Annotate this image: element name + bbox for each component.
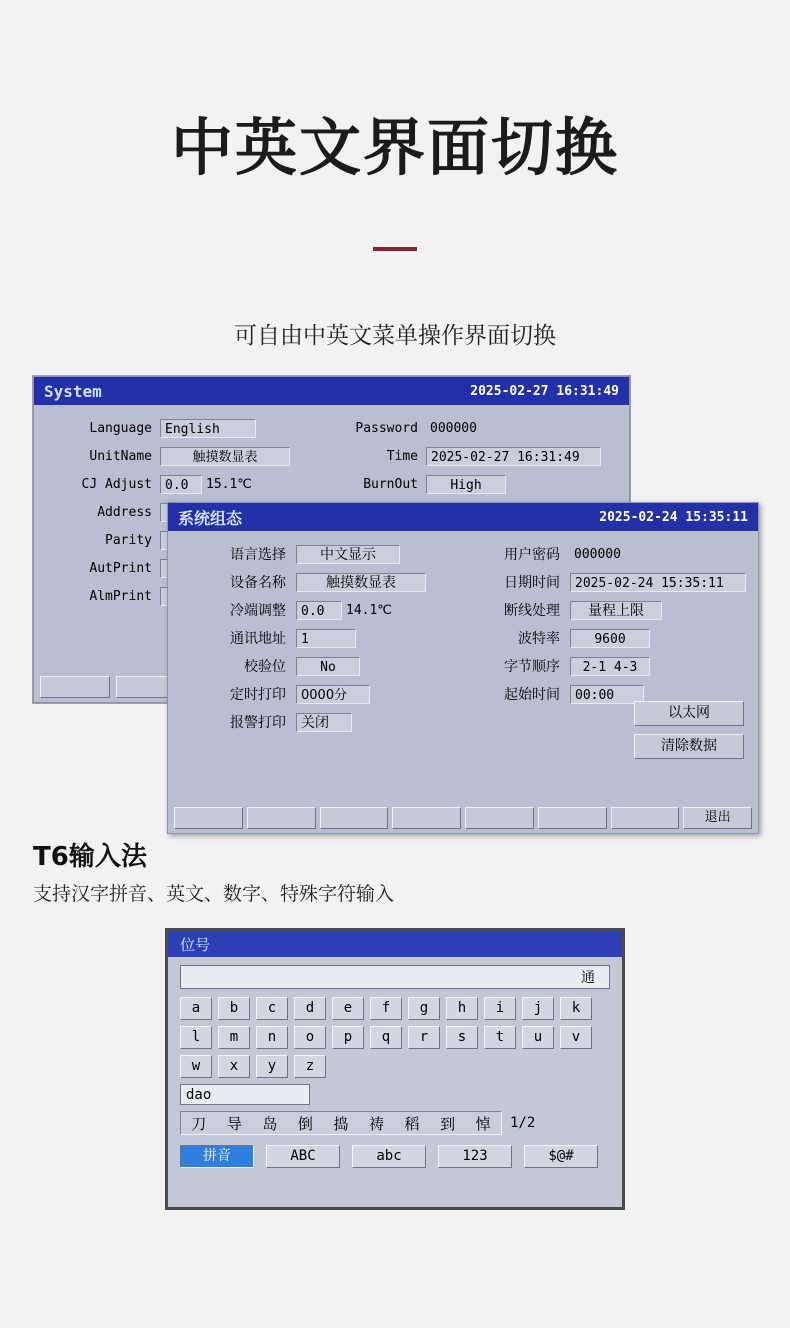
t6-section-desc: 支持汉字拼音、英文、数字、特殊字符输入 — [33, 883, 395, 905]
field-label: 通讯地址 — [230, 631, 286, 647]
candidate-row — [180, 1111, 610, 1135]
field-label: 设备名称 — [230, 575, 286, 591]
keyboard-window-title: 位号 — [180, 935, 211, 954]
exit-button[interactable]: 退出 — [683, 807, 752, 829]
candidate-item[interactable]: 祷 — [369, 1114, 385, 1133]
candidate-item[interactable]: 倒 — [297, 1114, 313, 1133]
form-row — [168, 569, 758, 595]
candidate-item[interactable]: 捣 — [333, 1114, 349, 1133]
key-h[interactable]: h — [446, 997, 478, 1020]
key-l[interactable]: l — [180, 1026, 212, 1049]
key-o[interactable]: o — [294, 1026, 326, 1049]
field-label: 冷端调整 — [230, 603, 286, 619]
page-subtitle: 可自由中英文菜单操作界面切换 — [234, 323, 556, 349]
form-row — [168, 653, 758, 679]
field-label: AlmPrint — [89, 588, 152, 604]
user-password-field[interactable]: 000000 — [574, 546, 621, 562]
cold-end-reading: 14.1℃ — [346, 602, 392, 618]
mode-abc-upper[interactable]: ABC — [266, 1145, 340, 1168]
key-k[interactable]: k — [560, 997, 592, 1020]
clear-data-button[interactable]: 清除数据 — [634, 734, 744, 759]
field-label: 定时打印 — [230, 687, 286, 703]
field-label: Address — [97, 504, 152, 520]
candidate-item[interactable]: 到 — [440, 1114, 456, 1133]
english-window-datetime: 2025-02-27 16:31:49 — [470, 383, 619, 399]
chinese-bottom-toolbar — [168, 803, 758, 833]
form-row — [168, 597, 758, 623]
timed-print-field[interactable]: 0000分 — [296, 685, 370, 704]
key-b[interactable]: b — [218, 997, 250, 1020]
field-label: 日期时间 — [504, 575, 560, 591]
field-label: 字节顺序 — [504, 659, 560, 675]
form-row — [34, 471, 629, 497]
keyboard-window — [165, 928, 625, 1210]
keyboard-row-3 — [180, 1055, 610, 1078]
device-name-field[interactable]: 触摸数显表 — [296, 573, 426, 592]
key-d[interactable]: d — [294, 997, 326, 1020]
mode-symbols[interactable]: $@# — [524, 1145, 598, 1168]
field-label: 断线处理 — [504, 603, 560, 619]
field-label: Time — [386, 448, 418, 464]
start-time-field[interactable]: 00:00 — [570, 685, 644, 704]
keyboard-window-titlebar — [168, 931, 622, 957]
field-label: 语言选择 — [230, 547, 286, 563]
chinese-window-title: 系统组态 — [178, 508, 243, 528]
pinyin-buffer[interactable]: dao — [180, 1084, 310, 1105]
candidate-item[interactable]: 刀 — [191, 1114, 207, 1133]
keyboard-body — [168, 957, 622, 1176]
key-a[interactable]: a — [180, 997, 212, 1020]
mode-abc-lower[interactable]: abc — [352, 1145, 426, 1168]
english-window-titlebar — [34, 377, 629, 405]
candidate-item[interactable]: 悼 — [475, 1114, 491, 1133]
toolbar-button-6[interactable] — [538, 807, 607, 829]
key-g[interactable]: g — [408, 997, 440, 1020]
field-label: BurnOut — [363, 476, 418, 492]
key-q[interactable]: q — [370, 1026, 402, 1049]
form-row — [168, 541, 758, 567]
chinese-system-window — [167, 502, 759, 834]
candidate-item[interactable]: 岛 — [262, 1114, 278, 1133]
unitname-field[interactable]: 触摸数显表 — [160, 447, 290, 466]
time-field[interactable]: 2025-02-27 16:31:49 — [426, 447, 601, 466]
key-x[interactable]: x — [218, 1055, 250, 1078]
t6-section-title: T6输入法 — [33, 842, 147, 872]
key-n[interactable]: n — [256, 1026, 288, 1049]
screenshot-composite — [0, 376, 790, 836]
key-j[interactable]: j — [522, 997, 554, 1020]
mode-numeric[interactable]: 123 — [438, 1145, 512, 1168]
cj-adjust-field[interactable]: 0.0 — [160, 475, 202, 494]
title-divider — [373, 247, 417, 251]
form-row — [34, 443, 629, 469]
candidate-list[interactable] — [180, 1111, 502, 1135]
datetime-field[interactable]: 2025-02-24 15:35:11 — [570, 573, 746, 592]
candidate-page-indicator: 1/2 — [510, 1115, 536, 1131]
field-label: 用户密码 — [504, 547, 560, 563]
key-f[interactable]: f — [370, 997, 402, 1020]
field-label: AutPrint — [89, 560, 152, 576]
key-s[interactable]: s — [446, 1026, 478, 1049]
keyboard-text-input[interactable]: 通 — [180, 965, 610, 989]
ethernet-button[interactable]: 以太网 — [634, 701, 744, 726]
cold-end-adjust-field[interactable]: 0.0 — [296, 601, 342, 620]
keyboard-row-2 — [180, 1026, 610, 1049]
field-label: 波特率 — [518, 631, 560, 647]
key-m[interactable]: m — [218, 1026, 250, 1049]
english-window-title: System — [44, 381, 102, 401]
key-e[interactable]: e — [332, 997, 364, 1020]
toolbar-button-5[interactable] — [465, 807, 534, 829]
toolbar-button-3[interactable] — [320, 807, 389, 829]
mode-pinyin[interactable]: 拼音 — [180, 1145, 254, 1168]
form-row — [168, 625, 758, 651]
language-field[interactable]: English — [160, 419, 256, 438]
field-label: Language — [89, 420, 152, 436]
toolbar-button-7[interactable] — [611, 807, 680, 829]
parity-bit-field[interactable]: No — [296, 657, 360, 676]
baud-rate-field[interactable]: 9600 — [570, 629, 650, 648]
key-v[interactable]: v — [560, 1026, 592, 1049]
language-select-field[interactable]: 中文显示 — [296, 545, 400, 564]
page-title: 中英文界面切换 — [170, 111, 619, 184]
input-mode-row — [180, 1145, 610, 1168]
candidate-item[interactable]: 导 — [226, 1114, 242, 1133]
key-z[interactable]: z — [294, 1055, 326, 1078]
key-y[interactable]: y — [256, 1055, 288, 1078]
key-u[interactable]: u — [522, 1026, 554, 1049]
field-label: Password — [355, 420, 418, 436]
burnout-field[interactable]: High — [426, 475, 506, 494]
comm-address-field[interactable]: 1 — [296, 629, 356, 648]
alarm-print-field[interactable]: 关闭 — [296, 713, 352, 732]
toolbar-button-2[interactable] — [247, 807, 316, 829]
field-label: 校验位 — [244, 659, 286, 675]
key-i[interactable]: i — [484, 997, 516, 1020]
toolbar-button-4[interactable] — [392, 807, 461, 829]
password-field[interactable]: 000000 — [430, 420, 477, 436]
field-label: CJ Adjust — [81, 476, 152, 492]
toolbar-button-1[interactable] — [174, 807, 243, 829]
field-label: UnitName — [89, 448, 152, 464]
chinese-side-buttons — [634, 701, 744, 767]
key-r[interactable]: r — [408, 1026, 440, 1049]
key-t[interactable]: t — [484, 1026, 516, 1049]
form-row — [34, 415, 629, 441]
burnout-handling-field[interactable]: 量程上限 — [570, 601, 662, 620]
byte-order-field[interactable]: 2-1 4-3 — [570, 657, 650, 676]
keyboard-row-1 — [180, 997, 610, 1020]
key-c[interactable]: c — [256, 997, 288, 1020]
field-label: 报警打印 — [230, 715, 286, 731]
chinese-window-datetime: 2025-02-24 15:35:11 — [599, 509, 748, 525]
english-toolbar-button-1[interactable] — [40, 676, 110, 698]
key-w[interactable]: w — [180, 1055, 212, 1078]
cj-adjust-reading: 15.1℃ — [206, 476, 252, 492]
field-label: Parity — [105, 532, 152, 548]
chinese-window-titlebar — [168, 503, 758, 531]
key-p[interactable]: p — [332, 1026, 364, 1049]
field-label: 起始时间 — [504, 687, 560, 703]
candidate-item[interactable]: 稻 — [404, 1114, 420, 1133]
